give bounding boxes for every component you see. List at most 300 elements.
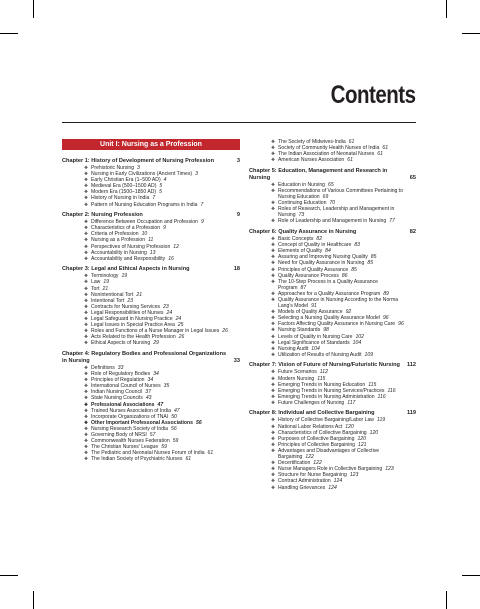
entry-title: Accountability in Nursing — [91, 249, 147, 256]
entry-title: Emerging Trends in Nursing Education — [278, 381, 366, 388]
diamond-bullet-icon: ❖ — [271, 387, 276, 393]
chapter-entries — [62, 165, 240, 208]
entry-title: Utilization of Results of Nursing Audit — [278, 351, 362, 358]
toc-entry[interactable] — [249, 218, 416, 224]
entry-title: History of Nursing in India — [91, 195, 150, 202]
diamond-bullet-icon: ❖ — [84, 201, 89, 207]
diamond-bullet-icon: ❖ — [271, 236, 276, 242]
entry-title: Legal Safeguard in Nursing Practice — [91, 315, 173, 322]
entry-title: Characteristics of a Profession — [91, 225, 161, 232]
entry-page-number: 34 — [153, 371, 159, 378]
diamond-bullet-icon: ❖ — [271, 315, 276, 321]
chapter-page-number: 65 — [409, 174, 416, 181]
entry-page-number: 5 — [159, 183, 163, 190]
entry-page-number: 85 — [351, 266, 357, 273]
entry-page-number: 34 — [147, 377, 154, 384]
entry-page-number: 117 — [347, 399, 356, 406]
entry-page-number: 37 — [145, 389, 151, 396]
entry-page-number: 57 — [149, 431, 156, 438]
diamond-bullet-icon: ❖ — [84, 401, 89, 407]
diamond-bullet-icon: ❖ — [84, 297, 89, 303]
crop-mark — [33, 0, 34, 18]
diamond-bullet-icon: ❖ — [84, 407, 89, 413]
diamond-bullet-icon: ❖ — [84, 438, 89, 444]
entry-page-number: 24 — [175, 315, 182, 322]
entry-title: Approaches for a Quality Assurance Program — [278, 290, 381, 297]
diamond-bullet-icon: ❖ — [84, 255, 89, 261]
diamond-bullet-icon: ❖ — [84, 183, 89, 189]
entry-title: Factors Affecting Quality Assurance in Nursing Care — [278, 321, 396, 328]
crop-mark — [462, 575, 480, 576]
toc-entry[interactable] — [62, 456, 240, 462]
entry-title: Tort — [91, 285, 100, 292]
entry-page-number: 73 — [298, 212, 305, 219]
entry-page-number: 5 — [159, 189, 162, 196]
entry-page-number: 29 — [153, 340, 159, 347]
entry-page-number: 10 — [141, 231, 148, 238]
entry-title: Levels of Quality in Nursing Care — [278, 333, 353, 340]
entry-page-number: 65 — [328, 181, 334, 188]
entry-page-number: 69 — [322, 194, 329, 201]
entry-page-number: 35 — [163, 383, 170, 390]
chapter-heading[interactable] — [249, 229, 416, 236]
entry-page-number: 112 — [319, 369, 328, 376]
toc-entry[interactable] — [249, 157, 416, 163]
diamond-bullet-icon: ❖ — [84, 279, 89, 285]
entry-title: Assuring and Improving Nursing Quality — [278, 254, 368, 261]
diamond-bullet-icon: ❖ — [271, 278, 276, 284]
chapter-entries — [249, 182, 416, 225]
entry-page-number: 82 — [316, 236, 323, 243]
entry-title: Commonwealth Nurses Federation — [91, 438, 170, 445]
chapter-page-number: 82 — [409, 229, 416, 236]
entry-page-number: 92 — [345, 309, 352, 316]
entry-page-number: 9 — [200, 219, 204, 226]
entry-title: Roles of Research, Leadership and Management in Nursing — [278, 206, 395, 219]
diamond-bullet-icon: ❖ — [84, 371, 89, 377]
diamond-bullet-icon: ❖ — [84, 315, 89, 321]
crop-mark — [462, 33, 480, 34]
entry-title: Pattern of Nursing Education Programs in India — [91, 201, 198, 208]
diamond-bullet-icon: ❖ — [271, 139, 276, 144]
chapter-heading[interactable] — [62, 351, 240, 365]
entry-title: Structure for Nurse Bargaining — [278, 472, 347, 479]
entry-title: Basic Concepts — [278, 236, 314, 243]
diamond-bullet-icon: ❖ — [84, 195, 89, 201]
entry-page-number: 25 — [177, 322, 184, 329]
entry-title: Criteria of Profession — [91, 231, 139, 238]
chapter-section — [249, 362, 416, 406]
diamond-bullet-icon: ❖ — [84, 249, 89, 255]
diamond-bullet-icon: ❖ — [271, 381, 276, 387]
toc-entry[interactable] — [249, 448, 416, 460]
entry-page-number: 120 — [345, 423, 354, 430]
toc-entry[interactable] — [249, 400, 416, 406]
entry-page-number: 47 — [157, 401, 164, 408]
entry-title: Principles of Collective Bargaining — [278, 441, 356, 448]
entry-page-number: 83 — [354, 242, 361, 249]
entry-title: The Christian Nurses' League — [91, 444, 159, 451]
diamond-bullet-icon: ❖ — [271, 218, 276, 224]
chapter-title: Chapter 3: Legal and Ethical Aspects in Nursing — [62, 266, 190, 273]
entry-page-number: 61 — [347, 157, 353, 164]
diamond-bullet-icon: ❖ — [84, 165, 89, 170]
entry-title: Nursing in Early Civilizations (Ancient Times) — [91, 171, 193, 178]
chapter-heading[interactable] — [62, 266, 240, 273]
chapter-title: Chapter 1: History of Development of Nursing Profession — [62, 158, 214, 164]
entry-page-number: 124 — [328, 484, 337, 491]
entry-title: The Society of Midwives-India — [278, 139, 346, 145]
chapter-section — [62, 212, 240, 262]
diamond-bullet-icon: ❖ — [84, 419, 89, 425]
entry-title: Perspectives of Nursing Profession — [91, 243, 171, 250]
toc-entry[interactable] — [249, 188, 416, 200]
entry-page-number: 59 — [161, 444, 167, 451]
chapter-title: Chapter 6: Quality Assurance in Nursing — [249, 229, 357, 236]
diamond-bullet-icon: ❖ — [271, 309, 276, 315]
entry-title: Nursing Research Society of India — [91, 425, 169, 432]
diamond-bullet-icon: ❖ — [84, 291, 89, 297]
entry-page-number: 86 — [341, 272, 348, 279]
entry-page-number: 124 — [333, 478, 343, 485]
entry-page-number: 91 — [311, 303, 317, 310]
chapter-title: Chapter 5: Education, Management and Research in Nursing — [249, 167, 388, 181]
diamond-bullet-icon: ❖ — [271, 369, 276, 375]
entry-page-number: 33 — [117, 364, 124, 371]
diamond-bullet-icon: ❖ — [84, 303, 89, 309]
chapter-title: Chapter 8: Individual and Collective Bargaining — [249, 410, 375, 417]
entry-title: The Indian Society of Psychiatric Nurses — [91, 456, 183, 463]
diamond-bullet-icon: ❖ — [84, 322, 89, 328]
chapter-entries — [62, 219, 240, 262]
crop-mark — [446, 591, 447, 609]
diamond-bullet-icon: ❖ — [271, 423, 276, 429]
entry-page-number: 85 — [367, 260, 374, 267]
entry-title: Roles and Functions of a Nurse Manager in Legal Issues — [91, 328, 220, 335]
entry-title: Legal Significance of Standards — [278, 339, 350, 346]
entry-title: Role of Leadership and Management in Nursing — [278, 218, 387, 225]
chapter-heading[interactable] — [249, 410, 416, 417]
diamond-bullet-icon: ❖ — [271, 478, 276, 484]
entry-page-number: 43 — [145, 395, 152, 402]
entry-title: Quality Assurance Process — [278, 272, 339, 279]
chapter-section — [62, 351, 240, 463]
diamond-bullet-icon: ❖ — [271, 484, 276, 490]
entry-page-number: 4 — [163, 177, 167, 184]
entry-page-number: 61 — [185, 456, 192, 463]
chapter-page-number: 112 — [406, 362, 416, 369]
diamond-bullet-icon: ❖ — [271, 429, 276, 435]
entry-title: Early Christian Era (1–500 AD) — [91, 177, 161, 184]
entry-title: State Nursing Councils — [91, 395, 143, 402]
crop-mark — [446, 0, 447, 18]
diamond-bullet-icon: ❖ — [84, 231, 89, 237]
entry-title: Future Challenges of Nursing — [278, 399, 345, 406]
entry-title: Selecting a Nursing Quality Assurance Model — [278, 315, 380, 322]
entry-title: Purposes of Collective Bargaining — [278, 435, 355, 442]
toc-entry[interactable] — [249, 206, 416, 218]
entry-page-number: 21 — [102, 285, 109, 292]
entry-page-number: 115 — [368, 381, 377, 388]
entry-page-number: 7 — [200, 201, 204, 208]
crop-mark — [33, 591, 34, 609]
diamond-bullet-icon: ❖ — [271, 339, 276, 345]
entry-title: American Nurses Association — [278, 157, 345, 164]
diamond-bullet-icon: ❖ — [271, 248, 276, 254]
entry-title: Governing Body of NRSI — [91, 431, 147, 438]
entry-page-number: 56 — [196, 419, 202, 426]
entry-title: Nursing Standards — [278, 327, 321, 334]
chapter-heading[interactable] — [62, 212, 240, 219]
entry-page-number: 56 — [171, 425, 177, 432]
entry-title: Role of Regulatory Bodies — [91, 371, 151, 378]
entry-title: Intentional Tort — [91, 297, 125, 304]
diamond-bullet-icon: ❖ — [271, 272, 276, 278]
entry-page-number: 3 — [195, 171, 198, 178]
entry-page-number: 61 — [382, 145, 389, 152]
entry-page-number: 19 — [121, 273, 128, 280]
entry-page-number: 89 — [383, 290, 389, 297]
diamond-bullet-icon: ❖ — [271, 145, 276, 151]
entry-page-number: 98 — [323, 327, 329, 334]
entry-page-number: 84 — [325, 248, 331, 255]
entry-page-number: 61 — [377, 151, 383, 158]
diamond-bullet-icon: ❖ — [271, 181, 276, 187]
toc-entry[interactable] — [249, 297, 416, 309]
diamond-bullet-icon: ❖ — [271, 472, 276, 478]
right-column — [249, 139, 416, 495]
diamond-bullet-icon: ❖ — [271, 447, 276, 453]
toc-entry[interactable] — [249, 279, 416, 291]
diamond-bullet-icon: ❖ — [271, 393, 276, 399]
entry-page-number: 13 — [149, 249, 156, 256]
entry-title: Difference Between Occupation and Profession — [91, 219, 198, 226]
diamond-bullet-icon: ❖ — [84, 431, 89, 437]
entry-title: The Pediatric and Neonatal Nurses Forum of India — [91, 450, 205, 457]
diamond-bullet-icon: ❖ — [271, 441, 276, 447]
diamond-bullet-icon: ❖ — [271, 260, 276, 266]
diamond-bullet-icon: ❖ — [271, 399, 276, 405]
toc-entry[interactable] — [62, 202, 240, 208]
chapter-page-number: 33 — [233, 357, 240, 364]
entry-title: Society of Community Health Nurses of India — [278, 145, 380, 152]
entry-page-number: 123 — [349, 472, 359, 479]
entry-title: Recommendations of Various Committees Pertaining to Nursing Education — [278, 187, 404, 201]
entry-title: Trained Nurses Association of India — [91, 407, 171, 414]
entry-page-number: 122 — [313, 460, 322, 467]
diamond-bullet-icon: ❖ — [271, 375, 276, 381]
right-sections — [249, 168, 416, 491]
entry-title: Education in Nursing — [278, 181, 326, 188]
diamond-bullet-icon: ❖ — [271, 200, 276, 206]
entry-page-number: 116 — [387, 387, 396, 394]
entry-page-number: 26 — [178, 334, 185, 341]
entry-title: History of Collective Bargaining/Labor Law — [278, 417, 374, 424]
entry-page-number: 104 — [352, 339, 362, 346]
entry-title: Need for Quality Assurance in Nursing — [278, 260, 365, 267]
diamond-bullet-icon: ❖ — [271, 417, 276, 423]
entry-title: International Council of Nurses — [91, 383, 161, 390]
crop-mark — [0, 575, 18, 576]
entry-page-number: 123 — [385, 466, 394, 473]
toc-entry[interactable] — [62, 256, 240, 262]
chapter-page-number: 18 — [233, 266, 240, 273]
chapter-section — [62, 266, 240, 346]
chapter-title: Chapter 2: Nursing Profession — [62, 212, 143, 219]
entry-page-number: 59 — [172, 438, 179, 445]
diamond-bullet-icon: ❖ — [271, 296, 276, 302]
diamond-bullet-icon: ❖ — [84, 334, 89, 340]
chapter-page-number: 119 — [406, 410, 416, 417]
entry-title: Prehistoric Nursing — [91, 165, 135, 171]
entry-title: Quality Assurance in Nursing According to the Norma Lang's Model — [278, 296, 399, 310]
entry-title: Accountability and Responsibility — [91, 255, 166, 262]
chapter-heading[interactable] — [62, 158, 240, 165]
entry-page-number: 87 — [300, 284, 307, 291]
entry-page-number: 23 — [163, 303, 169, 310]
entry-page-number: 21 — [136, 291, 143, 298]
left-sections — [62, 158, 240, 462]
diamond-bullet-icon: ❖ — [84, 171, 89, 177]
entry-title: Modern Era (1500–1850 AD) — [91, 189, 157, 196]
toc-entry[interactable] — [62, 340, 240, 346]
diamond-bullet-icon: ❖ — [84, 219, 89, 225]
diamond-bullet-icon: ❖ — [84, 225, 89, 231]
left-column — [62, 139, 240, 467]
entry-title: The Indian Association of Neonatal Nurses — [278, 151, 375, 158]
diamond-bullet-icon: ❖ — [271, 254, 276, 260]
entry-title: Medieval Era (500–1500 AD) — [91, 183, 157, 190]
entry-page-number: 116 — [377, 393, 386, 400]
entry-title: Emerging Trends in Nursing Administration — [278, 393, 375, 400]
diamond-bullet-icon: ❖ — [271, 333, 276, 339]
entry-title: Concept of Quality in Healthcare — [278, 242, 352, 249]
diamond-bullet-icon: ❖ — [84, 273, 89, 279]
entry-page-number: 109 — [364, 351, 374, 358]
entry-page-number: 61 — [348, 139, 355, 145]
diamond-bullet-icon: ❖ — [84, 237, 89, 243]
toc-entry[interactable] — [249, 485, 416, 491]
diamond-bullet-icon: ❖ — [271, 435, 276, 441]
entry-title: Definitions — [91, 364, 115, 371]
entry-page-number: 119 — [376, 417, 386, 424]
entry-title: Advantages and Disadvantages of Collective Bargaining — [278, 447, 380, 461]
unit-banner: Unit I: Nursing as a Profession — [62, 139, 240, 150]
entry-page-number: 96 — [398, 321, 404, 328]
entry-page-number: 9 — [163, 225, 166, 232]
chapter-section — [249, 410, 416, 490]
entry-title: Emerging Trends in Nursing Services/Practices — [278, 387, 385, 394]
page-title: Contents — [331, 81, 416, 109]
entry-page-number: 16 — [168, 255, 174, 262]
entry-page-number: 122 — [305, 454, 314, 461]
entry-title: Modern Nursing — [278, 375, 315, 382]
chapter-title: Chapter 4: Regulatory Bodies and Professional Organizations in Nursing — [62, 350, 227, 364]
crop-mark — [0, 33, 18, 34]
diamond-bullet-icon: ❖ — [84, 389, 89, 395]
entry-page-number: 85 — [370, 254, 377, 261]
diamond-bullet-icon: ❖ — [84, 377, 89, 383]
entry-title: Legal Issues in Special Practice Area — [91, 322, 175, 329]
entry-page-number: 47 — [173, 407, 180, 414]
chapter-entries — [249, 417, 416, 490]
chapter-heading[interactable] — [249, 168, 416, 182]
diamond-bullet-icon: ❖ — [271, 351, 276, 357]
diamond-bullet-icon: ❖ — [84, 456, 89, 462]
entry-page-number: 24 — [166, 309, 173, 316]
chapter-entries — [62, 365, 240, 463]
entry-title: Law — [91, 279, 101, 286]
entry-title: Principles of Regulation — [91, 377, 145, 384]
chapter-heading[interactable] — [249, 362, 416, 369]
diamond-bullet-icon: ❖ — [84, 340, 89, 346]
chapter-title: Chapter 7: Vision of Future of Nursing/Futuristic Nursing — [249, 362, 400, 369]
entry-title: National Labor Relations Act — [278, 423, 343, 430]
entry-title: Decertification — [278, 460, 311, 467]
entry-title: Ethical Aspects of Nursing — [91, 340, 151, 347]
chapter-page-number: 9 — [236, 212, 240, 219]
diamond-bullet-icon: ❖ — [84, 395, 89, 401]
entry-title: Principles of Quality Assurance — [278, 266, 349, 273]
diamond-bullet-icon: ❖ — [84, 450, 89, 456]
entry-title: Future Scenarios — [278, 369, 317, 376]
entry-page-number: 61 — [207, 450, 214, 457]
diamond-bullet-icon: ❖ — [271, 290, 276, 296]
title-rule — [62, 122, 416, 123]
diamond-bullet-icon: ❖ — [84, 309, 89, 315]
diamond-bullet-icon: ❖ — [271, 242, 276, 248]
entry-page-number: 23 — [127, 297, 133, 304]
chapter-section — [62, 158, 240, 208]
diamond-bullet-icon: ❖ — [84, 189, 89, 195]
entry-page-number: 3 — [137, 165, 140, 171]
entry-title: Nurse Managers Role in Collective Bargaining — [278, 466, 383, 473]
entry-title: Elements of Quality — [278, 248, 323, 255]
entry-title: Terminology — [91, 273, 119, 280]
diamond-bullet-icon: ❖ — [84, 328, 89, 334]
entry-page-number: 104 — [311, 345, 320, 352]
diamond-bullet-icon: ❖ — [84, 425, 89, 431]
toc-entry[interactable] — [249, 352, 416, 358]
diamond-bullet-icon: ❖ — [271, 466, 276, 472]
diamond-bullet-icon: ❖ — [84, 413, 89, 419]
diamond-bullet-icon: ❖ — [84, 444, 89, 450]
diamond-bullet-icon: ❖ — [271, 206, 276, 212]
diamond-bullet-icon: ❖ — [271, 345, 276, 351]
entry-title: Other Important Professonal Associations — [91, 419, 193, 426]
entry-title: Continuing Education — [278, 200, 327, 207]
diamond-bullet-icon: ❖ — [271, 151, 276, 157]
entry-page-number: 120 — [369, 429, 379, 436]
diamond-bullet-icon: ❖ — [271, 157, 276, 163]
chapter-entries — [249, 369, 416, 406]
entry-title: Nursing Audit — [278, 345, 309, 352]
entry-title: The 10-Step Process in a Quality Assurance Program — [278, 278, 378, 291]
entry-page-number: 70 — [329, 200, 336, 207]
diamond-bullet-icon: ❖ — [271, 321, 276, 327]
entry-page-number: 120 — [357, 435, 366, 442]
entry-page-number: 115 — [317, 375, 326, 382]
entry-page-number: 96 — [382, 315, 389, 322]
chapter-entries — [249, 236, 416, 358]
entry-title: Contract Administration — [278, 478, 331, 485]
diamond-bullet-icon: ❖ — [84, 177, 89, 183]
entry-title: Acts Related to the Health Profession — [91, 334, 176, 341]
entry-page-number: 121 — [358, 441, 367, 448]
entry-title: Indian Nursing Council — [91, 389, 143, 396]
diamond-bullet-icon: ❖ — [84, 383, 89, 389]
entry-title: Incorporate Organizations of TNAI — [91, 413, 169, 420]
